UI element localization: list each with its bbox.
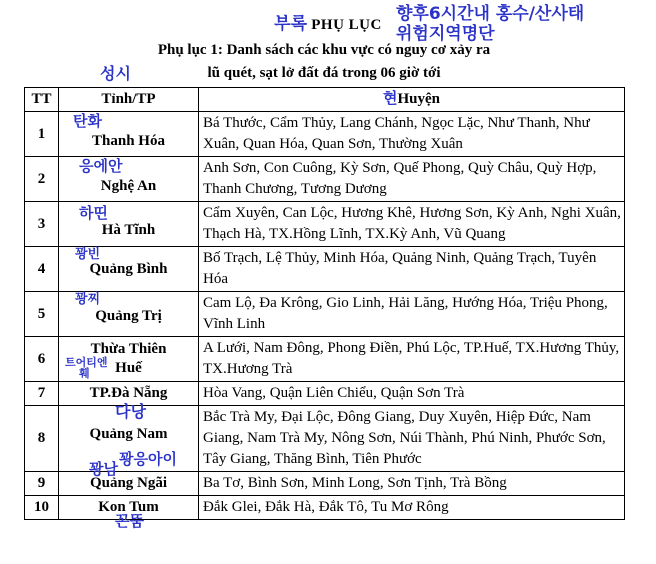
province-ko: 트어티엔 (65, 356, 108, 369)
province-cell (59, 382, 199, 421)
table-row (25, 382, 625, 406)
district-list: Hòa Vang, Quận Liên Chiểu, Quận Sơn Trà (199, 382, 625, 406)
province-name: Quảng Bình (89, 260, 168, 277)
ko-district-label: 현 (382, 89, 398, 107)
province-cell (59, 202, 199, 247)
province-name: TP.Đà Nẵng (89, 385, 168, 401)
table-row (25, 247, 625, 292)
table-row (25, 496, 625, 520)
province-name: Quảng Nam (89, 426, 168, 442)
ko-title-line2: 위험지역명단 (396, 24, 495, 44)
vi-title-line2: lũ quét, sạt lở đất đá trong 06 giờ tới (207, 65, 441, 81)
risk-area-table (24, 87, 625, 530)
province-ko: 꽝찌 (75, 292, 101, 307)
ko-title-line1: 향후6시간내 홍수/산사태 (396, 4, 585, 24)
row-number: 9 (25, 472, 59, 496)
province-name: Quảng Trị (95, 307, 162, 324)
province-cell (59, 292, 199, 337)
ko-province-label: 성시 (100, 64, 131, 83)
header-district (199, 88, 625, 112)
district-list: Bá Thước, Cẩm Thủy, Lang Chánh, Ngọc Lặc, Như Thanh, Như Xuân, Quan Hóa, Quan Sơn, Thường Xuân (199, 112, 625, 157)
district-list: Bố Trạch, Lệ Thủy, Minh Hóa, Quảng Ninh, Quảng Trạch, Tuyên Hóa (199, 247, 625, 292)
table-row (25, 337, 625, 382)
district-list: Bắc Trà My, Đại Lộc, Đông Giang, Duy Xuyên, Hiệp Đức, Nam Giang, Nam Trà My, Nông Sơn, Núi Thành, Phú Ninh, Phước Sơn, Tây Giang, Thăng Bình, Tiên Phước (199, 406, 625, 472)
table-row (25, 472, 625, 496)
province-ko: 응에안 (79, 157, 123, 175)
province-ko: 꽝응아이 (119, 450, 177, 468)
row-number: 1 (25, 112, 59, 157)
row-number: 10 (25, 496, 59, 520)
province-ko: 다낭 (115, 402, 146, 421)
district-list: Anh Sơn, Con Cuông, Kỳ Sơn, Quế Phong, Quỳ Châu, Quỳ Hợp, Thanh Chương, Tương Dương (199, 157, 625, 202)
province-name-line1: Thừa Thiên (90, 341, 167, 357)
table-row (25, 157, 625, 202)
province-cell (59, 112, 199, 157)
header-province: Tỉnh/TP (59, 88, 199, 112)
province-name: Hà Tĩnh (101, 221, 156, 238)
province-ko: 꽝남 (89, 460, 118, 478)
province-ko: 탄화 (73, 112, 102, 130)
province-name: Nghệ An (100, 177, 157, 194)
row-number: 2 (25, 157, 59, 202)
district-list: Đắk Glei, Đắk Hà, Đắk Tô, Tu Mơ Rông (199, 496, 625, 520)
province-cell (59, 157, 199, 202)
province-ko: 꼰뚬 (115, 512, 144, 530)
province-ko: 하띤 (79, 204, 108, 222)
table-row (25, 292, 625, 337)
row-number: 6 (25, 337, 59, 382)
province-name-line2: Huế (115, 360, 142, 376)
table-row (25, 202, 625, 247)
table-row (25, 112, 625, 157)
vi-title-line1: Phụ lục 1: Danh sách các khu vực có nguy cơ xảy ra (157, 42, 491, 58)
province-name: Quảng Ngãi (89, 475, 168, 491)
province-name: Thanh Hóa (92, 132, 165, 149)
province-ko: 꽝빈 (75, 247, 101, 262)
province-cell (59, 247, 199, 292)
province-ko-2: 훼 (79, 367, 90, 380)
table-header-row (25, 88, 625, 112)
district-list: Ba Tơ, Bình Sơn, Minh Long, Sơn Tịnh, Trà Bồng (199, 472, 625, 496)
row-number: 7 (25, 382, 59, 406)
district-list: Cẩm Xuyên, Can Lộc, Hương Khê, Hương Sơn, Kỳ Anh, Nghi Xuân, Thạch Hà, TX.Hồng Lĩnh, TX.Kỳ Anh, Vũ Quang (199, 202, 625, 247)
row-number: 3 (25, 202, 59, 247)
vi-appendix-label: PHỤ LỤC (311, 17, 382, 33)
province-cell (59, 496, 199, 530)
row-number: 5 (25, 292, 59, 337)
header-tt: TT (25, 88, 59, 112)
ko-appendix-label: 부록 (274, 14, 307, 34)
row-number: 4 (25, 247, 59, 292)
header-district-text: Huyện (397, 91, 440, 107)
row-number: 8 (25, 406, 59, 472)
district-list: A Lưới, Nam Đông, Phong Điền, Phú Lộc, TP.Huế, TX.Hương Thủy, TX.Hương Trà (199, 337, 625, 382)
district-list: Cam Lộ, Đa Krông, Gio Linh, Hải Lăng, Hướng Hóa, Triệu Phong, Vĩnh Linh (199, 292, 625, 337)
province-cell (59, 337, 199, 382)
province-name: Kon Tum (98, 499, 159, 515)
